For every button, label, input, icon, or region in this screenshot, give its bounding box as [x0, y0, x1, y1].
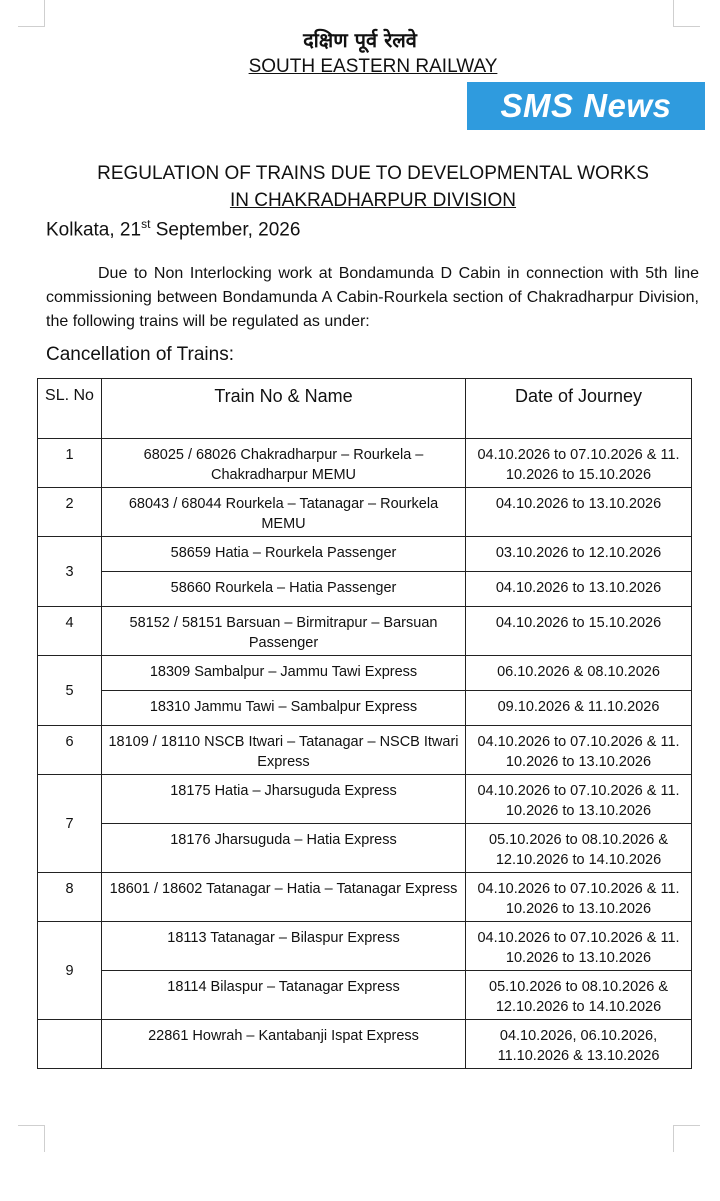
- cell-date: 04.10.2026 to 07.10.2026 & 11. 10.2026 to 13.10.2026: [466, 726, 692, 775]
- place-date-main: Kolkata, 21: [46, 219, 142, 241]
- header-date: Date of Journey: [466, 379, 692, 439]
- table-row: [38, 572, 692, 607]
- cell-sl: 5: [38, 656, 102, 726]
- page-corner-mark: [673, 0, 700, 27]
- section-title: Cancellation of Trains:: [46, 344, 234, 365]
- cell-date: 04.10.2026 to 13.10.2026: [466, 572, 692, 607]
- cell-train: 18114 Bilaspur – Tatanagar Express: [102, 971, 466, 1020]
- cell-train: 58660 Rourkela – Hatia Passenger: [102, 572, 466, 607]
- sms-news-badge: SMS News: [467, 82, 705, 130]
- cell-date: 09.10.2026 & 11.10.2026: [466, 691, 692, 726]
- table-row: [38, 726, 692, 775]
- cell-train: 18601 / 18602 Tatanagar – Hatia – Tatanagar Express: [102, 873, 466, 922]
- table-header-row: [38, 379, 692, 439]
- cancellation-table: [37, 378, 692, 1069]
- cell-date: 03.10.2026 to 12.10.2026: [466, 537, 692, 572]
- table-row: [38, 775, 692, 824]
- cell-sl: 1: [38, 439, 102, 488]
- cell-train: 22861 Howrah – Kantabanji Ispat Express: [102, 1020, 466, 1069]
- table-row: [38, 607, 692, 656]
- place-date: [46, 217, 300, 241]
- cell-train: 18309 Sambalpur – Jammu Tawi Express: [102, 656, 466, 691]
- hindi-title: दक्षिण पूर्व रेलवे: [303, 28, 417, 52]
- page-corner-mark: [673, 1125, 700, 1152]
- organization-name: SOUTH EASTERN RAILWAY: [248, 56, 498, 77]
- table-row: [38, 691, 692, 726]
- table-row: [38, 439, 692, 488]
- cell-date: 04.10.2026 to 13.10.2026: [466, 488, 692, 537]
- header-sl: SL. No: [38, 379, 102, 439]
- table-row: [38, 971, 692, 1020]
- table-row: [38, 1020, 692, 1069]
- cell-train: 18109 / 18110 NSCB Itwari – Tatanagar – NSCB Itwari Express: [102, 726, 466, 775]
- cell-train: 68043 / 68044 Rourkela – Tatanagar – Rourkela MEMU: [102, 488, 466, 537]
- cell-date: 05.10.2026 to 08.10.2026 & 12.10.2026 to 14.10.2026: [466, 824, 692, 873]
- cell-train: 58659 Hatia – Rourkela Passenger: [102, 537, 466, 572]
- cell-date: 04.10.2026 to 07.10.2026 & 11. 10.2026 to 13.10.2026: [466, 873, 692, 922]
- cell-sl: 6: [38, 726, 102, 775]
- cell-train: 18175 Hatia – Jharsuguda Express: [102, 775, 466, 824]
- cell-sl: 4: [38, 607, 102, 656]
- cell-sl: 2: [38, 488, 102, 537]
- page-corner-mark: [18, 0, 45, 27]
- table-row: [38, 488, 692, 537]
- cell-train: 58152 / 58151 Barsuan – Birmitrapur – Barsuan Passenger: [102, 607, 466, 656]
- cell-sl: 8: [38, 873, 102, 922]
- notice-paragraph: Due to Non Interlocking work at Bondamunda D Cabin in connection with 5th line commissioning between Bondamunda A Cabin-Rourkela section of Chakradharpur Division, the following trains will be regulated as under:: [46, 265, 699, 330]
- cell-train: 68025 / 68026 Chakradharpur – Rourkela – Chakradharpur MEMU: [102, 439, 466, 488]
- date-suffix: st: [141, 217, 151, 231]
- cell-date: 04.10.2026 to 15.10.2026: [466, 607, 692, 656]
- table-row: [38, 824, 692, 873]
- cell-sl: 9: [38, 922, 102, 1020]
- cell-sl: [38, 1020, 102, 1069]
- cell-date: 04.10.2026 to 07.10.2026 & 11. 10.2026 to 13.10.2026: [466, 775, 692, 824]
- page-corner-mark: [18, 1125, 45, 1152]
- table-row: [38, 656, 692, 691]
- cell-date: 06.10.2026 & 08.10.2026: [466, 656, 692, 691]
- table-row: [38, 922, 692, 971]
- table-row: [38, 537, 692, 572]
- notice-title-line1: REGULATION OF TRAINS DUE TO DEVELOPMENTAL WORKS: [97, 163, 649, 184]
- cell-train: 18113 Tatanagar – Bilaspur Express: [102, 922, 466, 971]
- cell-date: 04.10.2026 to 07.10.2026 & 11. 10.2026 to 15.10.2026: [466, 439, 692, 488]
- notice-title-line2: IN CHAKRADHARPUR DIVISION: [229, 190, 517, 211]
- date-rest: September, 2026: [150, 219, 301, 241]
- cell-sl: 7: [38, 775, 102, 873]
- header-train: Train No & Name: [102, 379, 466, 439]
- cell-date: 05.10.2026 to 08.10.2026 & 12.10.2026 to 14.10.2026: [466, 971, 692, 1020]
- cell-date: 04.10.2026 to 07.10.2026 & 11. 10.2026 to 13.10.2026: [466, 922, 692, 971]
- cell-train: 18310 Jammu Tawi – Sambalpur Express: [102, 691, 466, 726]
- table-row: [38, 873, 692, 922]
- cell-train: 18176 Jharsuguda – Hatia Express: [102, 824, 466, 873]
- cell-date: 04.10.2026, 06.10.2026, 11.10.2026 & 13.10.2026: [466, 1020, 692, 1069]
- cell-sl: 3: [38, 537, 102, 607]
